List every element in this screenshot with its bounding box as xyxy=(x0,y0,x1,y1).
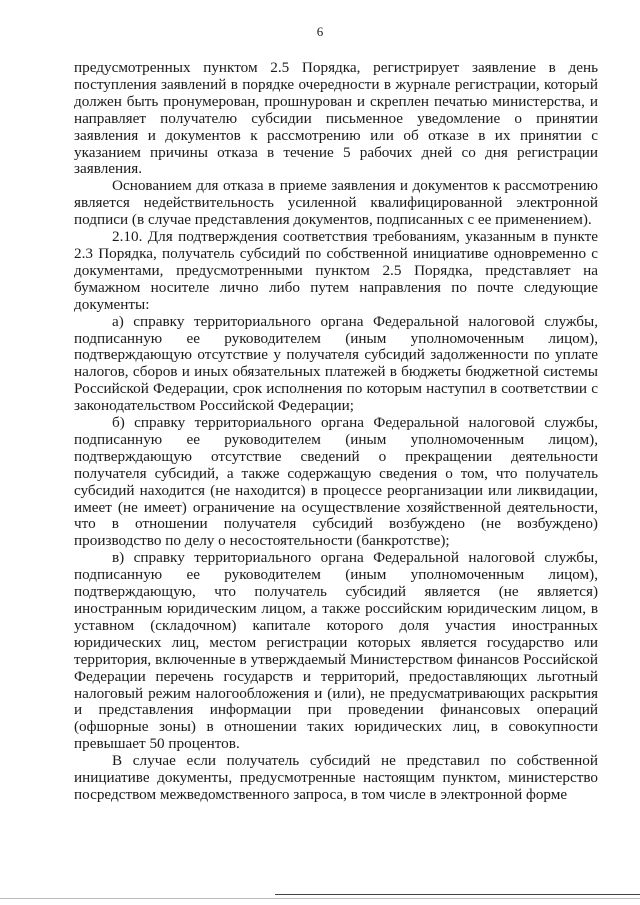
paragraph-interagency-request: В случае если получатель субсидий не представил по собственной инициативе документы, предусмотренные настоящим пунктом, министерство посредством межведомственного запроса, в том числе в электронной форме xyxy=(74,752,598,803)
page-number: 6 xyxy=(316,24,324,39)
bottom-divider xyxy=(275,894,640,895)
document-body xyxy=(74,60,598,804)
paragraph-registration: предусмотренных пунктом 2.5 Порядка, регистрирует заявление в день поступления заявлений в порядке очередности в журнале регистрации, который должен быть пронумерован, прошнурован и скреплен печатью министерства, и направляет получателю субсидии письменное уведомление о принятии заявления и документов к рассмотрению или об отказе в их принятии с указанием причины отказа в течение 5 рабочих дней со дня регистрации заявления. xyxy=(74,59,598,178)
paragraph-refusal-grounds: Основанием для отказа в приеме заявления и документов к рассмотрению является недействительность усиленной квалифицированной электронной подписи (в случае представления документов, подписанных с ее применением). xyxy=(74,177,598,229)
paragraph-item-b: б) справку территориального органа Федеральной налоговой службы, подписанную ее руководителем (иным уполномоченным лицом), подтверждающую отсутствие сведений о прекращении деятельности получателя субсидий, а также содержащую сведения о том, что получатель субсидий находится (не находится) в процессе реорганизации или ликвидации, имеет (не имеет) ограничение на осуществление хозяйственной деятельности, что в отношении получателя субсидий возбуждено (не возбуждено) производство по делу о несостоятельности (банкротстве); xyxy=(74,414,598,550)
paragraph-2-10: 2.10. Для подтверждения соответствия требованиям, указанным в пункте 2.3 Порядка, получатель субсидий по собственной инициативе одновременно с документами, предусмотренными пунктом 2.5 Порядка, представляет на бумажном носителе лично либо путем направления по почте следующие документы: xyxy=(74,228,598,313)
paragraph-item-a: а) справку территориального органа Федеральной налоговой службы, подписанную ее руководителем (иным уполномоченным лицом), подтверждающую отсутствие у получателя субсидий задолженности по уплате налогов, сборов и иных обязательных платежей в бюджеты бюджетной системы Российской Федерации, срок исполнения по которым наступил в соответствии с законодательством Российской Федерации; xyxy=(74,312,598,415)
scan-edge-line xyxy=(0,898,640,899)
paragraph-item-v: в) справку территориального органа Федеральной налоговой службы, подписанную ее руководителем (иным уполномоченным лицом), подтверждающую, что получатель субсидий является (не является) иностранным юридическим лицом, а также российским юридическим лицом, в уставном (складочном) капитале которого доля участия иностранных юридических лиц, местом регистрации которых является государство или территория, включенные в утверждаемый Министерством финансов Российской Федерации перечень государств и территорий, предоставляющих льготный налоговый режим налогообложения и (или), не предусматривающих раскрытия и представления информации при проведении финансовых операций (офшорные зоны) в отношении таких юридических лиц, в совокупности превышает 50 процентов. xyxy=(74,549,598,753)
